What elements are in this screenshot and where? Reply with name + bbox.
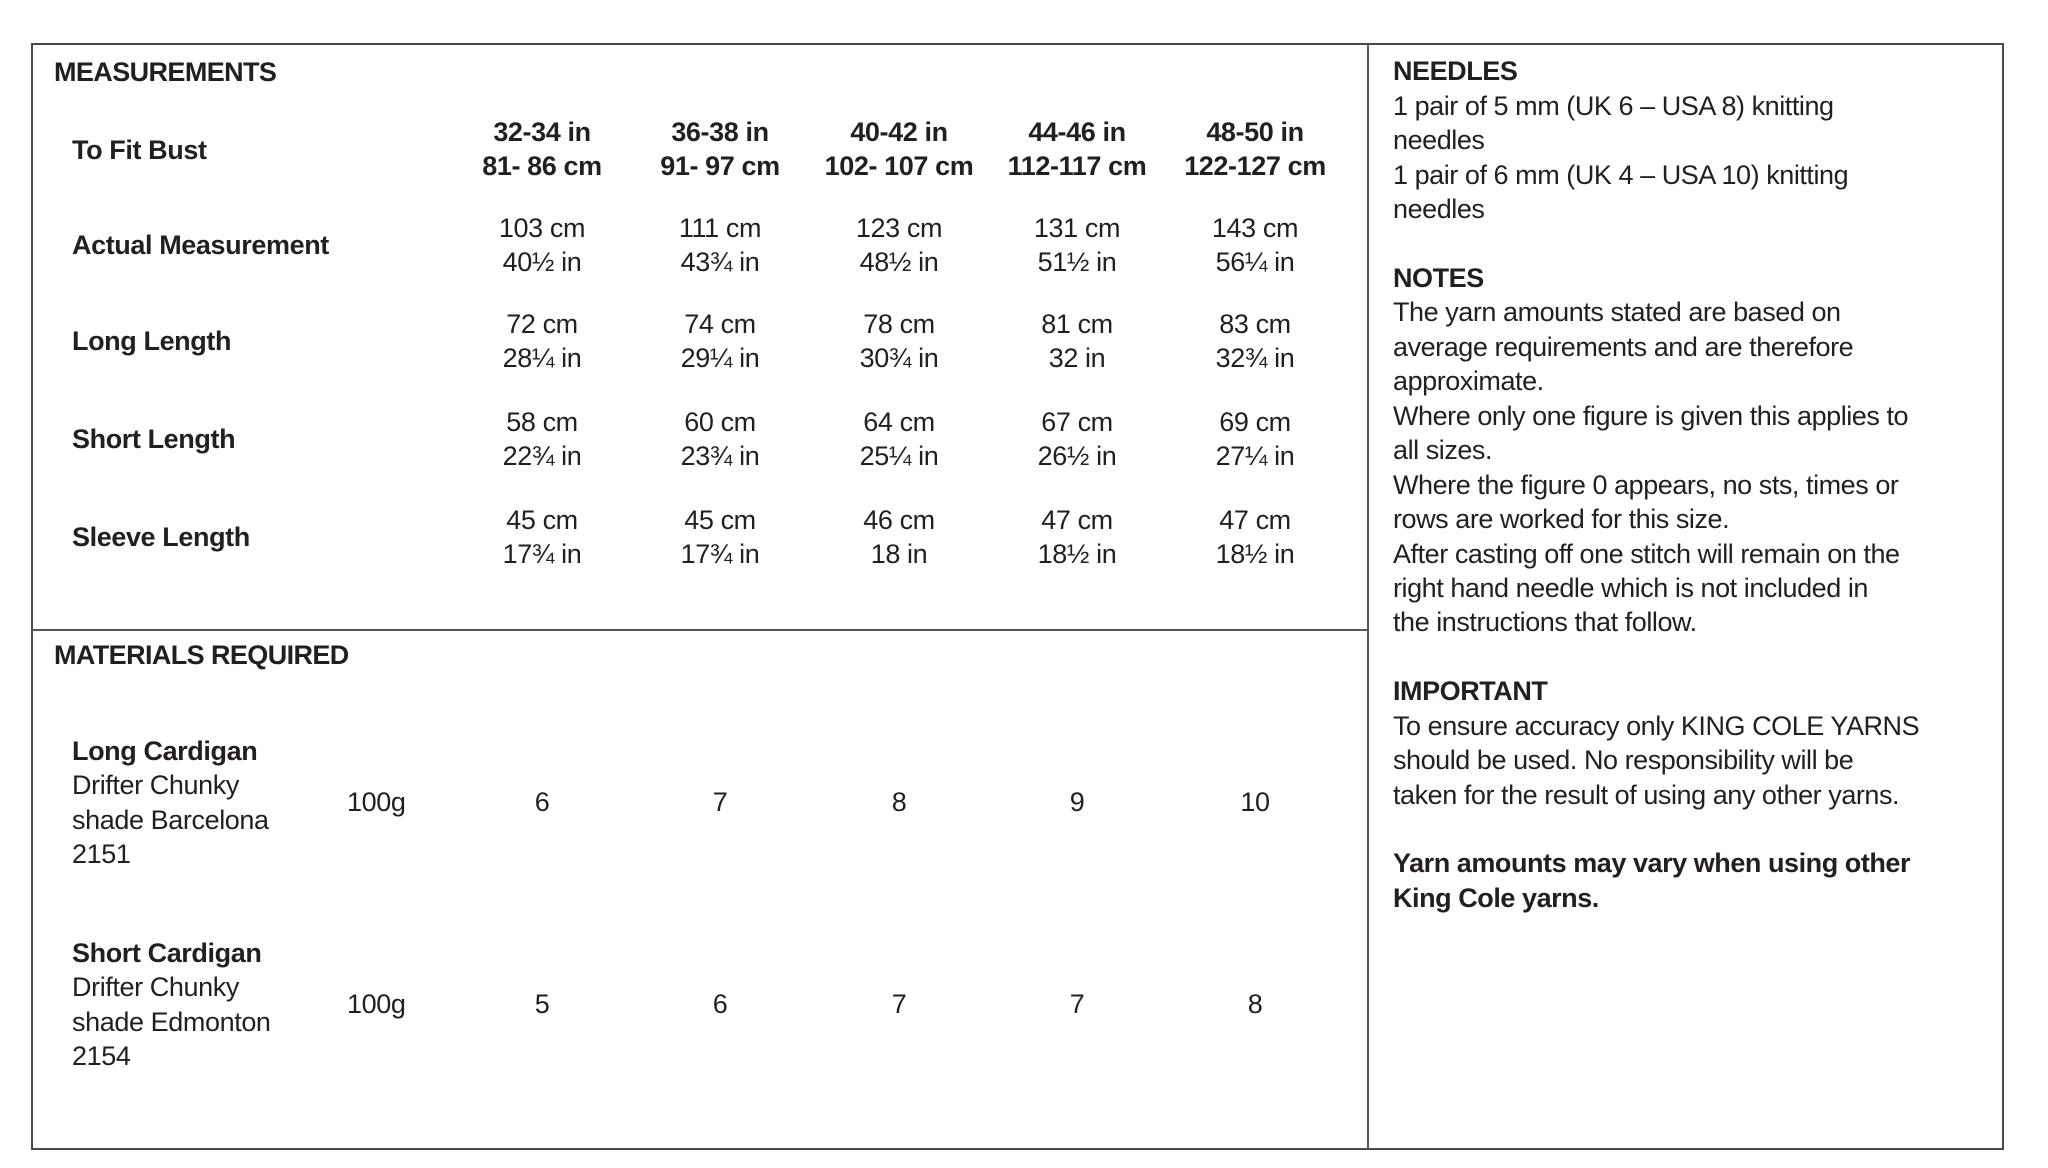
measurement-cell [809,503,989,572]
value-cm: 81 cm [1041,309,1113,339]
yarn-name: Drifter Chunky [72,770,239,801]
info-panel [1393,54,1998,915]
value-cm: 78 cm [863,309,935,339]
needles-line: 1 pair of 5 mm (UK 6 – USA 8) knitting [1393,90,1834,121]
size-in: 32-34 in [493,117,591,147]
value-in: 23¾ in [680,441,760,472]
ball-count: 6 [534,787,550,817]
measurement-cell [809,211,989,280]
materials-heading: MATERIALS REQUIRED [54,640,349,670]
spacer [1393,812,1998,846]
measurement-cell [1165,503,1345,572]
size-header [452,115,632,184]
measurement-cell [1165,405,1345,474]
yarn-amounts-warning [1393,846,1998,915]
notes-line: the instructions that follow. [1393,607,1697,638]
measurement-cell [630,405,810,474]
value-in: 40½ in [502,247,582,278]
notes-line: The yarn amounts stated are based on [1393,297,1841,328]
notes-line: rows are worked for this size. [1393,504,1730,535]
notes-line: Where the figure 0 appears, no sts, times or [1393,469,1899,500]
notes-line: right hand needle which is not included in [1393,572,1868,603]
warning-line: King Cole yarns. [1393,882,1599,913]
value-cm: 47 cm [1041,505,1113,535]
ball-count: 7 [1069,989,1085,1019]
value-in: 56¼ in [1215,247,1295,278]
notes-line: Where only one figure is given this applies to [1393,400,1909,431]
value-in: 18½ in [1037,539,1117,570]
notes-heading: NOTES [1393,263,1484,294]
material-name: Short Cardigan [72,938,262,968]
size-cm: 102- 107 cm [824,151,974,182]
size-header [1165,115,1345,184]
notes-line: approximate. [1393,366,1544,397]
ball-count: 9 [1069,787,1085,817]
spacer [1393,227,1998,261]
measurement-cell [630,211,810,280]
size-cm: 91- 97 cm [660,151,780,182]
size-header [809,115,989,184]
important-heading: IMPORTANT [1393,676,1548,707]
value-cm: 45 cm [506,505,578,535]
measurement-cell [630,307,810,376]
row-label-to-fit-bust: To Fit Bust [72,135,207,165]
needles-text [1393,89,1998,227]
size-cm: 112-117 cm [1007,151,1147,182]
value-cm: 45 cm [684,505,756,535]
needles-line: 1 pair of 6 mm (UK 4 – USA 10) knitting [1393,159,1849,190]
value-in: 48½ in [859,247,939,278]
measurement-cell [809,307,989,376]
column-divider [1367,44,1369,1149]
important-text [1393,709,1998,812]
value-cm: 69 cm [1219,407,1291,437]
value-in: 17¾ in [502,539,582,570]
ball-count: 7 [891,989,907,1019]
needles-line: needles [1393,125,1485,156]
measurement-cell [452,405,632,474]
value-cm: 74 cm [684,309,756,339]
notes-line: all sizes. [1393,435,1493,466]
value-in: 32¾ in [1215,343,1295,374]
measurement-cell [452,503,632,572]
material-description [72,734,269,872]
size-in: 36-38 in [671,117,769,147]
section-divider [32,629,1368,631]
value-in: 32 in [1048,343,1106,374]
value-cm: 123 cm [855,213,943,243]
value-in: 29¼ in [680,343,760,374]
value-cm: 47 cm [1219,505,1291,535]
value-in: 28¼ in [502,343,582,374]
value-cm: 103 cm [498,213,586,243]
measurement-cell [987,211,1167,280]
measurement-cell [987,503,1167,572]
value-in: 26½ in [1037,441,1117,472]
measurement-cell [809,405,989,474]
size-in: 40-42 in [850,117,948,147]
value-cm: 58 cm [506,407,578,437]
value-cm: 131 cm [1033,213,1121,243]
row-label: Long Length [72,326,232,356]
size-in: 44-46 in [1028,117,1126,147]
yarn-name: Drifter Chunky [72,972,239,1003]
value-in: 22¾ in [502,441,582,472]
row-label: Sleeve Length [72,522,250,552]
shade-name: shade Edmonton [72,1006,271,1037]
value-in: 18½ in [1215,539,1295,570]
ball-count: 10 [1240,787,1270,817]
needles-heading: NEEDLES [1393,56,1518,87]
row-label: Short Length [72,424,236,454]
size-cm: 81- 86 cm [482,151,602,182]
size-in: 48-50 in [1206,117,1304,147]
measurement-cell [452,211,632,280]
measurement-cell [1165,307,1345,376]
size-header [630,115,810,184]
value-in: 51½ in [1037,247,1117,278]
measurement-cell [987,405,1167,474]
material-name: Long Cardigan [72,736,258,766]
measurement-cell [452,307,632,376]
ball-count: 8 [1247,989,1263,1019]
shade-code: 2154 [72,1041,131,1072]
notes-line: After casting off one stitch will remain on the [1393,538,1900,569]
value-in: 25¼ in [859,441,939,472]
important-line: taken for the result of using any other yarns. [1393,779,1900,810]
value-cm: 83 cm [1219,309,1291,339]
ball-count: 6 [712,989,728,1019]
ball-count: 8 [891,787,907,817]
value-cm: 60 cm [684,407,756,437]
value-in: 27¼ in [1215,441,1295,472]
material-description [72,936,271,1074]
measurement-cell [1165,211,1345,280]
value-cm: 143 cm [1211,213,1299,243]
value-in: 43¾ in [680,247,760,278]
ball-count: 5 [534,989,550,1019]
warning-line: Yarn amounts may vary when using other [1393,848,1911,879]
ball-weight: 100g [347,989,406,1019]
value-cm: 72 cm [506,309,578,339]
shade-code: 2151 [72,839,131,870]
value-cm: 64 cm [863,407,935,437]
measurement-cell [987,307,1167,376]
ball-weight: 100g [347,787,406,817]
value-in: 17¾ in [680,539,760,570]
value-in: 30¾ in [859,343,939,374]
spacer [1393,640,1998,674]
notes-line: average requirements and are therefore [1393,331,1854,362]
value-cm: 111 cm [678,213,762,243]
row-label: Actual Measurement [72,230,329,260]
measurement-cell [630,503,810,572]
measurements-heading: MEASUREMENTS [54,57,277,87]
size-cm: 122-127 cm [1184,151,1326,182]
notes-text [1393,295,1998,639]
value-in: 18 in [870,539,928,570]
needles-line: needles [1393,194,1485,225]
important-line: To ensure accuracy only KING COLE YARNS [1393,710,1920,741]
ball-count: 7 [712,787,728,817]
value-cm: 46 cm [863,505,935,535]
size-header [987,115,1167,184]
value-cm: 67 cm [1041,407,1113,437]
shade-name: shade Barcelona [72,804,269,835]
important-line: should be used. No responsibility will be [1393,745,1854,776]
